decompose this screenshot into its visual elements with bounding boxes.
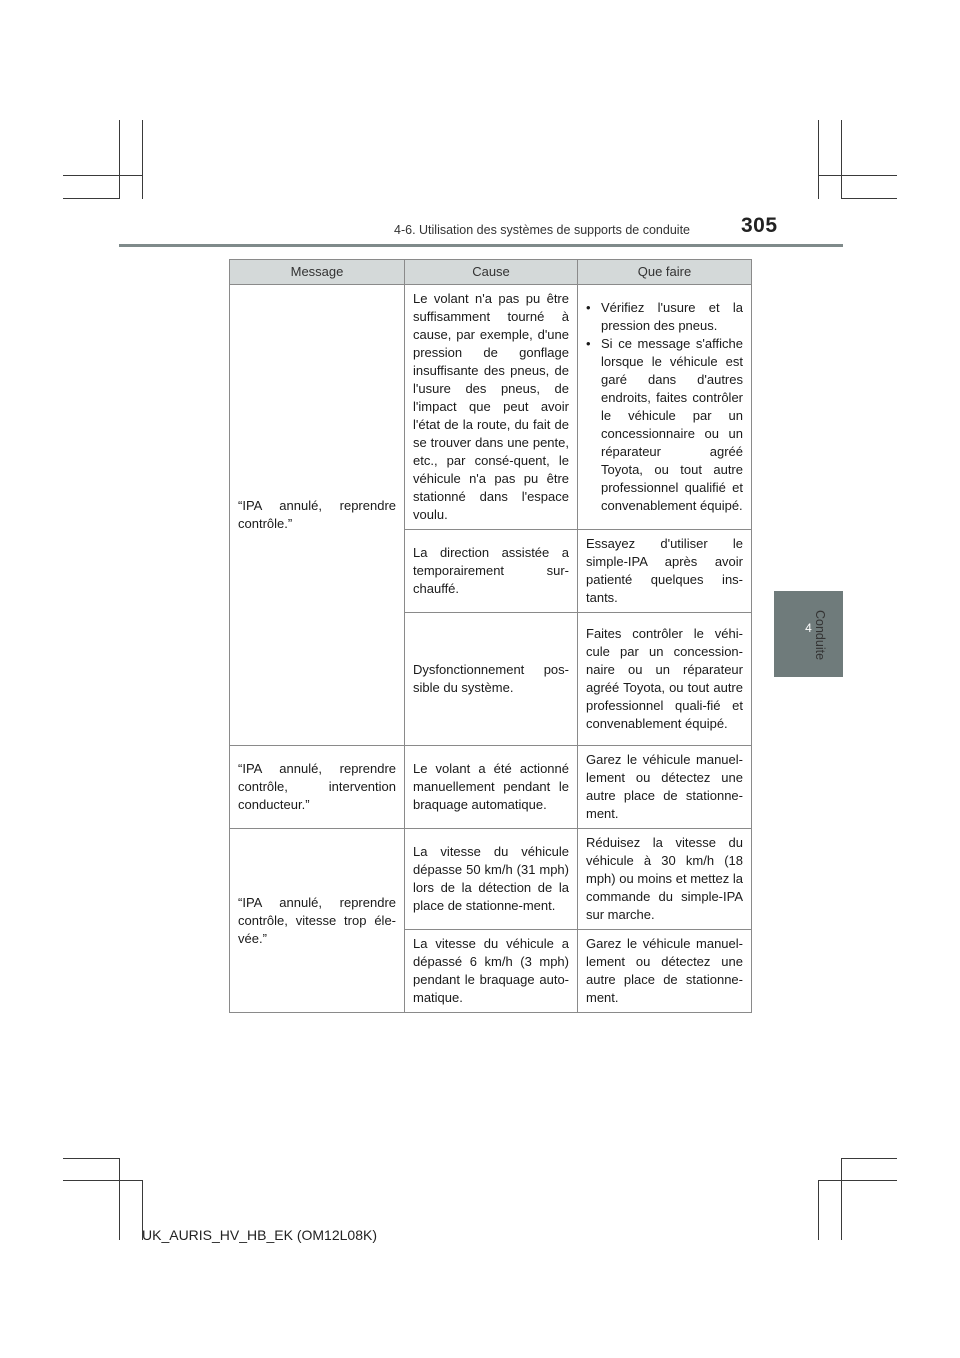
action-cell	[578, 285, 752, 530]
column-header-message: Message	[230, 260, 405, 285]
action-cell: Garez le véhicule manuel-lement ou détectez une autre place de stationne-ment.	[578, 930, 752, 1013]
action-cell: Réduisez la vitesse du véhicule à 30 km/h (18 mph) ou moins et mettez la commande du simple-IPA sur marche.	[578, 829, 752, 930]
chapter-label: Conduite	[813, 610, 827, 661]
crop-mark	[818, 175, 897, 176]
page-number: 305	[741, 214, 778, 237]
crop-mark	[119, 1158, 120, 1240]
crop-mark	[63, 175, 142, 176]
table-row	[230, 285, 752, 530]
section-title: 4-6. Utilisation des systèmes de supports de conduite	[394, 223, 690, 237]
message-table	[229, 259, 752, 1013]
message-cell: “IPA annulé, reprendre contrôle, intervention conducteur.”	[230, 746, 405, 829]
chapter-number: 4	[805, 621, 812, 635]
action-cell: Faites contrôler le véhi-cule par un concession-naire ou un réparateur agréé Toyota, ou tout autre professionnel quali-fié et convenablement équipé.	[578, 613, 752, 746]
crop-mark	[119, 120, 120, 199]
message-cell: “IPA annulé, reprendre contrôle.”	[230, 285, 405, 746]
action-cell: Essayez d'utiliser le simple-IPA après avoir patienté quelques ins-tants.	[578, 530, 752, 613]
cause-cell: Dysfonctionnement pos-sible du système.	[405, 613, 578, 746]
message-cell: “IPA annulé, reprendre contrôle, vitesse trop éle-vée.”	[230, 829, 405, 1013]
crop-mark	[841, 1158, 897, 1159]
column-header-cause: Cause	[405, 260, 578, 285]
table-row	[230, 829, 752, 930]
action-list-item: • Si ce message s'affiche lorsque le véhicule est garé dans d'autres endroits, faites contrôler le véhicule par un concessionnaire ou un réparateur agréé Toyota, ou tout autre professionnel qualifié et convenablement équipé.	[586, 335, 743, 515]
crop-mark	[841, 198, 897, 199]
cause-cell: La vitesse du véhicule dépasse 50 km/h (31 mph) lors de la détection de la place de stationne-ment.	[405, 829, 578, 930]
cause-cell: Le volant n'a pas pu être suffisamment tourné à cause, par exemple, d'une pression de gonflage insuffisante des pneus, de l'usure des pneus, de l'impact que peut avoir l'état de la route, du fait de se trouver dans une pente, etc., par consé-quent, le véhicule n'a pas pu être stationné dans l'espace voulu.	[405, 285, 578, 530]
header-rule	[119, 244, 843, 247]
cause-cell: La vitesse du véhicule a dépassé 6 km/h (3 mph) pendant le braquage auto-matique.	[405, 930, 578, 1013]
crop-mark	[63, 1180, 142, 1181]
document-code: UK_AURIS_HV_HB_EK (OM12L08K)	[142, 1227, 377, 1243]
crop-mark	[818, 1180, 897, 1181]
table-row	[230, 746, 752, 829]
table-header-row	[230, 260, 752, 285]
action-list-item: • Vérifiez l'usure et la pression des pneus.	[586, 299, 743, 335]
action-list	[586, 299, 743, 515]
crop-mark	[841, 1158, 842, 1240]
column-header-action: Que faire	[578, 260, 752, 285]
crop-mark	[142, 120, 143, 199]
crop-mark	[818, 1180, 819, 1240]
cause-cell: Le volant a été actionné manuellement pendant le braquage automatique.	[405, 746, 578, 829]
crop-mark	[63, 1158, 119, 1159]
crop-mark	[63, 198, 119, 199]
crop-mark	[841, 120, 842, 199]
cause-cell: La direction assistée a temporairement sur-chauffé.	[405, 530, 578, 613]
action-cell: Garez le véhicule manuel-lement ou détectez une autre place de stationne-ment.	[578, 746, 752, 829]
crop-mark	[818, 120, 819, 199]
